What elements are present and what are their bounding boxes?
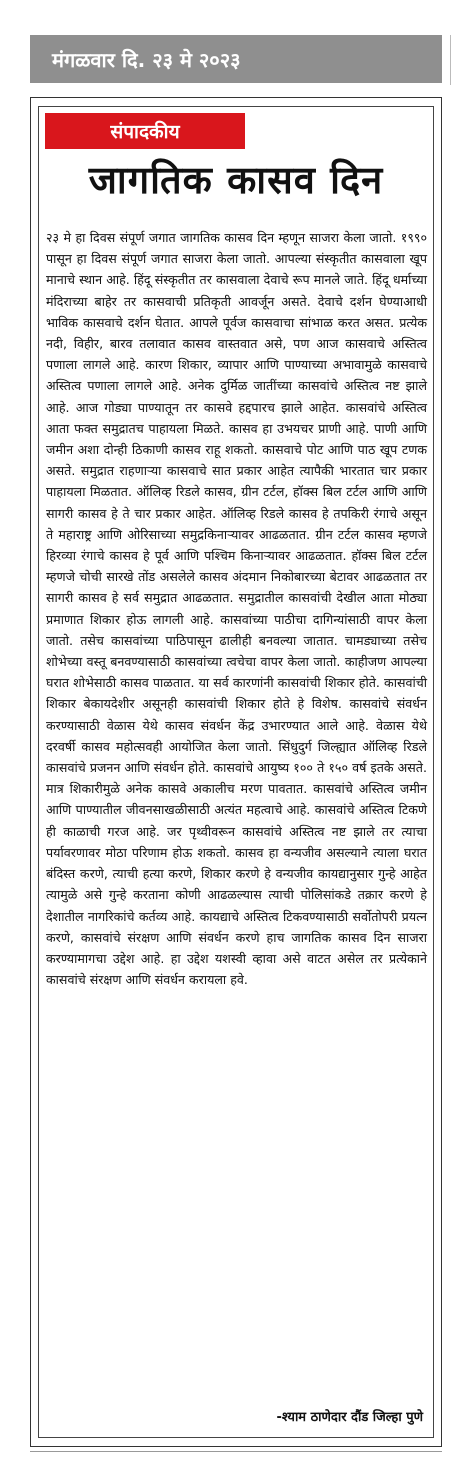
article-inner-frame — [38, 106, 434, 1438]
section-tag: संपादकीय — [45, 113, 245, 149]
article-byline: -श्याम ठाणेदार दौंड जिल्हा पुणे — [276, 1410, 423, 1425]
page-edge-mark — [450, 35, 454, 85]
article-title: जागतिक कासव दिन — [88, 158, 384, 202]
editorial-article-box — [30, 97, 442, 1447]
article-body: २३ मे हा दिवस संपूर्ण जगात जागतिक कासव दिन म्हणून साजरा केला जातो. १९९० पासून हा दिवस संपूर्ण जगात साजरा केला जातो. आपल्या संस्कृतीत कासवाला खूप मानाचे स्थान आहे. हिंदू संस्कृतीत तर कासवाला देवाचे रूप मानले जाते. हिंदू धर्माच्या मंदिराच्या बाहेर तर कासवाची प्रतिकृती आवर्जून असते. देवाचे दर्शन घेण्याआधी भाविक कासवाचे दर्शन घेतात. आपले पूर्वज कासवाचा सांभाळ करत असत. प्रत्येक नदी, विहीर, बारव तलावात कासव वास्तवात असे, पण आज कासवाचे अस्तित्व पणाला लागले आहे. कारण शिकार, व्यापार आणि पाण्याच्या अभावामुळे कासवाचे अस्तित्व पणाला लागले आहे. अनेक दुर्मिळ जातींच्या कासवांचे अस्तित्व नष्ट झाले आहे. आज गोड्या पाण्यातून तर कासवे हद्दपारच झाले आहेत. कासवांचे अस्तित्व आता फक्त समुद्रातच पाहायला मिळते. कासव हा उभयचर प्राणी आहे. पाणी आणि जमीन अशा दोन्ही ठिकाणी कासव राहू शकतो. कासवाचे पोट आणि पाठ खूप टणक असते. समुद्रात राहणाऱ्या कासवाचे सात प्रकार आहेत त्यापैकी भारतात चार प्रकार पाहायला मिळतात. ऑलिव्ह रिडले कासव, ग्रीन टर्टल, हॉक्स बिल टर्टल आणि आणि सागरी कासव हे ते चार प्रकार आहेत. ऑलिव्ह रिडले कासव हे तपकिरी रंगाचे असून ते महाराष्ट्र आणि ओरिसाच्या समुद्रकिनाऱ्यावर आढळतात. ग्रीन टर्टल कासव म्हणजे हिरव्या रंगाचे कासव हे पूर्व आणि पश्चिम किनाऱ्यावर आढळतात. हॉक्स बिल टर्टल म्हणजे चोची सारखे तोंड असलेले कासव अंदमान निकोबारच्या बेटावर आढळतात तर सागरी कासव हे सर्व समुद्रात आढळतात. समुद्रातील कासवांची देखील आता मोठ्या प्रमाणात शिकार होऊ लागली आहे. कासवांच्या पाठीचा दागिन्यांसाठी वापर केला जातो. तसेच कासवांच्या पाठिपासून ढालीही बनवल्या जातात. चामड्याच्या तसेच शोभेच्या वस्तू बनवण्यासाठी कासवांच्या त्वचेचा वापर केला जातो. काहीजण आपल्या घरात शोभेसाठी कासव पाळतात. या सर्व कारणांनी कासवांची शिकार होते. कासवांची शिकार बेकायदेशीर असूनही कासवांची शिकार होते हे विशेष. कासवांचे संवर्धन करण्यासाठी वेळास येथे कासव संवर्धन केंद्र उभारण्यात आले आहे. वेळास येथे दरवर्षी कासव महोत्सवही आयोजित केला जातो. सिंधुदुर्ग जिल्ह्यात ऑलिव्ह रिडले कासवांचे प्रजनन आणि संवर्धन होते. कासवांचे आयुष्य १०० ते १५० वर्ष इतके असते. मात्र शिकारीमुळे अनेक कासवे अकालीच मरण पावतात. कासवांचे अस्तित्व जमीन आणि पाण्यातील जीवनसाखळीसाठी अत्यंत महत्वाचे आहे. कासवांचे अस्तित्व टिकणे ही काळाची गरज आहे. जर पृथ्वीवरून कासवांचे अस्तित्व नष्ट झाले तर त्याचा पर्यावरणावर मोठा परिणाम होऊ शकतो. कासव हा वन्यजीव असल्याने त्याला घरात बंदिस्त करणे, त्याची हत्या करणे, शिकार करणे हे वन्यजीव कायद्यानुसार गुन्हे आहेत त्यामुळे असे गुन्हे करताना कोणी आढळल्यास त्याची पोलिसांकडे तक्रार करणे हे देशातील नागरिकांचे कर्तव्य आहे. कायद्याचे अस्तित्व टिकवण्यासाठी सर्वोतोपरी प्रयत्न करणे, कासवांचे संरक्षण आणि संवर्धन करणे हाच जागतिक कासव दिन साजरा करण्यामागचा उद्देश आहे. हा उद्देश यशस्वी व्हावा असे वाटत असेल तर प्रत्येकाने कासवांचे संरक्षण आणि संवर्धन करायला हवे. — [46, 230, 427, 988]
bottom-divider — [30, 1451, 442, 1452]
date-header-bar — [30, 35, 442, 83]
date-header-text: मंगळवार दि. २३ मे २०२३ — [52, 47, 241, 72]
